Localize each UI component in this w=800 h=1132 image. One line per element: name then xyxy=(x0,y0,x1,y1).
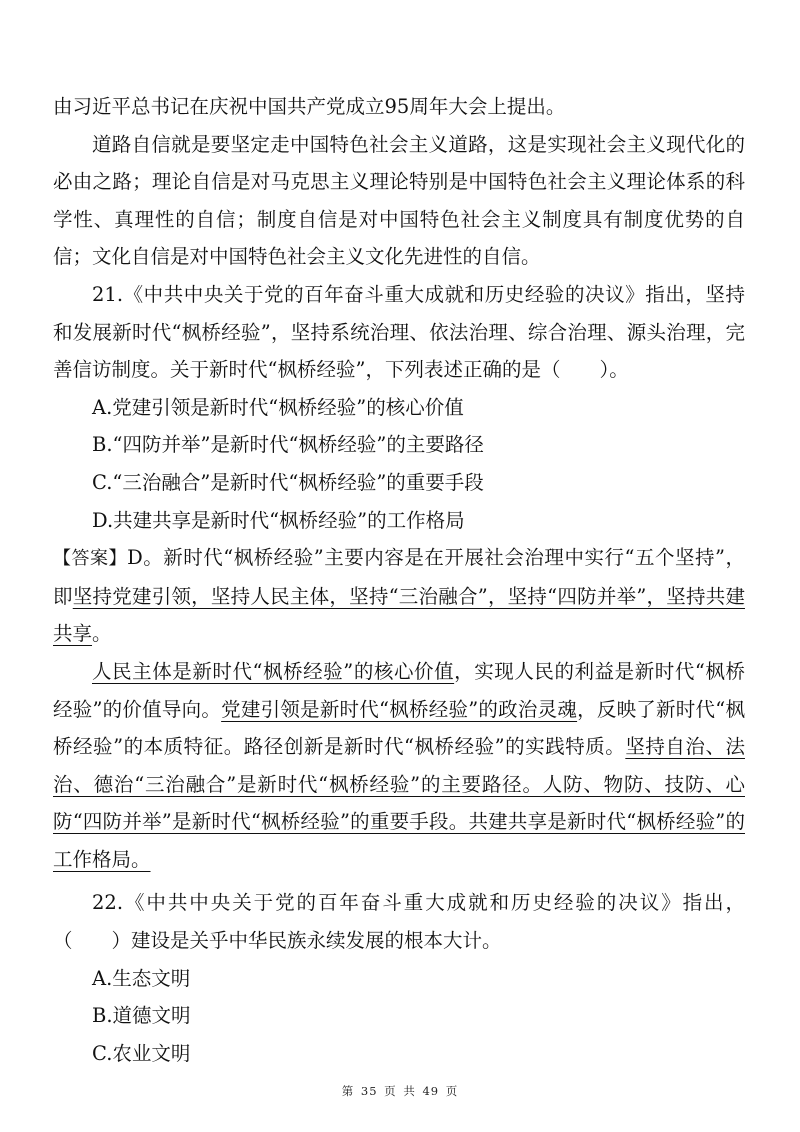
question-21-explanation xyxy=(53,653,745,879)
question-22-option-c: C.农业文明 xyxy=(92,1041,191,1065)
confidence-paragraph: 道路自信就是要坚定走中国特色社会主义道路，这是实现社会主义现代化的必由之路；理论自信是对马克思主义理论特别是中国特色社会主义理论体系的科学性、真理性的自信；制度自信是对中国特色社会主义制度具有制度优势的自信；文化自信是对中国特色社会主义文化先进性的自信。 xyxy=(53,132,745,269)
footer-page-number: 35 xyxy=(360,1084,378,1098)
question-21-option-b: B.“四防并举”是新时代“枫桥经验”的主要路径 xyxy=(92,433,484,457)
explanation-text-2: ，反映了新时代“枫桥经验”的本质特征。路径创新是新时代“枫桥经验”的实践特质。 xyxy=(53,697,745,759)
explanation-text-1: ，实现人民的利益是新时代“枫桥经验”的价值导向。 xyxy=(53,659,745,721)
question-21-answer xyxy=(53,539,745,653)
footer-suffix: 页 xyxy=(445,1084,459,1098)
explanation-underline-1: 人民主体是新时代“枫桥经验”的核心价值 xyxy=(92,659,455,683)
answer-five-persistences: 坚持党建引领，坚持人民主体，坚持“三治融合”，坚持“四防并举”，坚持共建共享 xyxy=(53,584,745,646)
answer-end: 。 xyxy=(92,622,112,646)
explanation-underline-2: 党建引领是新时代“枫桥经验”的政治灵魂 xyxy=(221,697,578,721)
footer-mid1: 页 xyxy=(384,1084,397,1098)
question-21-stem: 21.《中共中央关于党的百年奋斗重大成就和历史经验的决议》指出，坚持和发展新时代“枫桥经验”，坚持系统治理、依法治理、综合治理、源头治理，完善信访制度。关于新时代“枫桥经验”，下列表述正确的是（ ）。 xyxy=(53,282,745,382)
intro-line: 由习近平总书记在庆祝中国共产党成立95周年大会上提出。 xyxy=(53,95,566,118)
question-22-option-b: B.道德文明 xyxy=(92,1004,191,1028)
explanation-underline-3: 坚持自治、法治、德治“三治融合”是新时代“枫桥经验”的主要路径。人防、物防、技防、心防“四防并举”是新时代“枫桥经验”的重要手段。共建共享是新时代“枫桥经验”的工作格局。 xyxy=(53,735,745,871)
footer-prefix: 第 xyxy=(341,1084,355,1098)
page-footer xyxy=(0,1083,800,1099)
question-21-option-a: A.党建引领是新时代“枫桥经验”的核心价值 xyxy=(92,395,464,419)
question-22-stem: 22.《中共中央关于党的百年奋斗重大成就和历史经验的决议》指出，（ ）建设是关乎中华民族永续发展的根本大计。 xyxy=(53,891,745,953)
answer-lead: D。新时代“枫桥经验”主要内容是在开展社会治理中实行“五个坚持”，即 xyxy=(53,546,746,608)
question-21-option-d: D.共建共享是新时代“枫桥经验”的工作格局 xyxy=(92,508,465,532)
question-21-option-c: C.“三治融合”是新时代“枫桥经验”的重要手段 xyxy=(92,470,484,494)
question-22-option-a: A.生态文明 xyxy=(92,966,191,990)
footer-total-pages: 49 xyxy=(422,1084,440,1098)
document-page xyxy=(53,88,745,1072)
answer-label: 【答案】 xyxy=(53,548,128,570)
footer-mid2: 共 xyxy=(403,1084,416,1098)
